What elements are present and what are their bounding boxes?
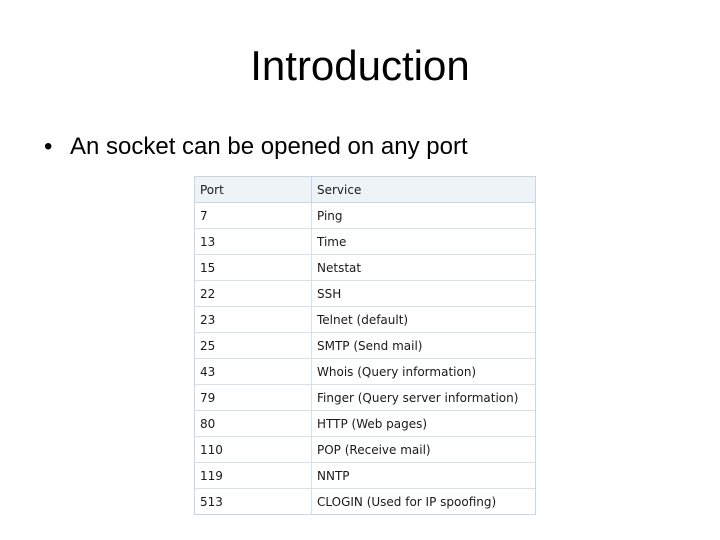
slide-title: Introduction [250,42,470,89]
service-cell: CLOGIN (Used for IP spoofing) [317,494,497,509]
service-cell: HTTP (Web pages) [312,411,536,437]
service-cell: Netstat [312,255,536,281]
table-row [195,489,535,515]
table-row [195,203,535,229]
header-service: Service [312,177,536,203]
port-cell: 43 [195,359,312,385]
port-cell: 7 [195,203,312,229]
service-cell: Ping [312,203,536,229]
port-cell: 80 [195,411,312,437]
port-cell: 119 [195,463,312,489]
port-cell: 79 [195,385,312,411]
port-cell: 13 [195,229,312,255]
service-cell: SMTP (Send mail) [312,333,536,359]
table-header-row [195,177,535,203]
bullet-item [44,131,468,163]
service-cell: Time [312,229,536,255]
bullet-text: An socket can be opened on any port [70,133,468,160]
table-row [195,281,535,307]
service-cell: Finger (Query server information) [312,385,536,411]
table-row [195,411,535,437]
table-row [195,333,535,359]
port-cell: 25 [195,333,312,359]
port-cell: 22 [195,281,312,307]
table-row [195,385,535,411]
table-row [195,307,535,333]
table-row [195,359,535,385]
service-cell: Telnet (default) [312,307,536,333]
port-cell: 23 [195,307,312,333]
service-cell: POP (Receive mail) [312,437,536,463]
port-cell: 110 [195,437,312,463]
table-row [195,437,535,463]
table-row [195,229,535,255]
table-body [195,203,535,515]
service-cell: SSH [312,281,536,307]
port-cell: 15 [195,255,312,281]
table-row [195,255,535,281]
service-cell: NNTP [312,463,536,489]
table-row [195,463,535,489]
port-cell: 513 [195,489,312,515]
header-port: Port [195,177,312,203]
bullet-symbol: • [44,133,53,160]
port-service-table [194,176,536,515]
service-cell: Whois (Query information) [312,359,536,385]
